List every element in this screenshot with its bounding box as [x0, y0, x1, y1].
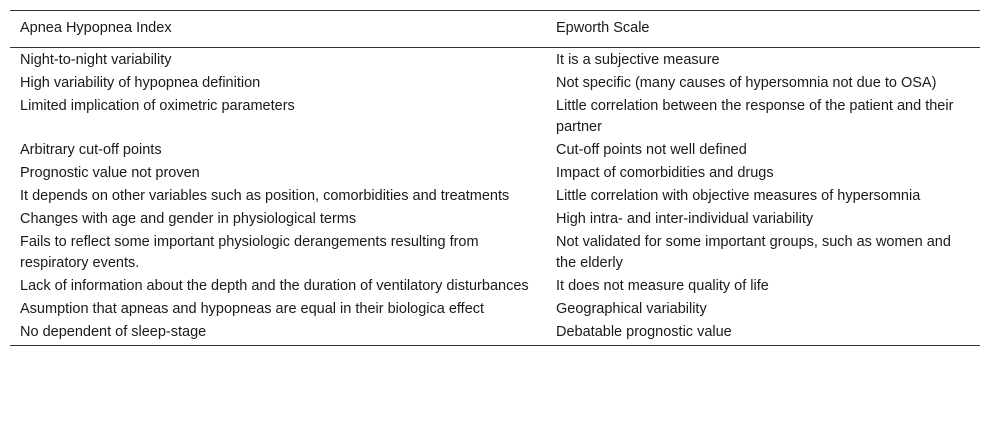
table-row	[10, 139, 980, 162]
epworth-cell: Not specific (many causes of hypersomnia not due to OSA)	[556, 75, 937, 91]
table-row	[10, 298, 980, 321]
table-row	[10, 48, 980, 73]
header-apnea-hypopnea-index: Apnea Hypopnea Index	[10, 11, 546, 48]
epworth-cell: Little correlation with objective measures of hypersomnia	[556, 188, 921, 204]
epworth-cell: Geographical variability	[556, 301, 707, 317]
epworth-cell: Cut-off points not well defined	[556, 142, 747, 158]
ahi-cell: Fails to reflect some important physiologic derangements resulting from respiratory events.	[20, 234, 479, 271]
epworth-cell: It does not measure quality of life	[556, 278, 769, 294]
ahi-cell: Changes with age and gender in physiological terms	[20, 211, 357, 227]
comparison-table-container	[10, 10, 980, 346]
ahi-cell: Limited implication of oximetric parameters	[20, 98, 295, 114]
header-epworth-scale: Epworth Scale	[546, 11, 980, 48]
table-row	[10, 185, 980, 208]
epworth-cell: Little correlation between the response of the patient and their partner	[556, 98, 954, 135]
table-row	[10, 275, 980, 298]
ahi-cell: High variability of hypopnea definition	[20, 75, 261, 91]
table-row	[10, 162, 980, 185]
comparison-table	[10, 10, 980, 346]
epworth-cell: It is a subjective measure	[556, 52, 720, 68]
ahi-cell: It depends on other variables such as position, comorbidities and treatments	[20, 188, 510, 204]
header-row	[10, 11, 980, 48]
ahi-cell: Arbitrary cut-off points	[20, 142, 162, 158]
epworth-cell: Impact of comorbidities and drugs	[556, 165, 774, 181]
table-row	[10, 72, 980, 95]
epworth-cell: Not validated for some important groups, such as women and the elderly	[556, 234, 951, 271]
ahi-cell: No dependent of sleep-stage	[10, 321, 546, 346]
table-row	[10, 208, 980, 231]
ahi-cell: Lack of information about the depth and the duration of ventilatory disturbances	[20, 278, 529, 294]
ahi-cell: Night-to-night variability	[20, 52, 172, 68]
table-body	[10, 48, 980, 346]
table-row	[10, 321, 980, 346]
table-header	[10, 11, 980, 48]
ahi-cell: Prognostic value not proven	[20, 165, 200, 181]
epworth-cell: High intra- and inter-individual variability	[556, 211, 814, 227]
epworth-cell: Debatable prognostic value	[546, 321, 980, 346]
table-row	[10, 231, 980, 275]
table-row	[10, 95, 980, 139]
ahi-cell: Asumption that apneas and hypopneas are equal in their biologica effect	[20, 301, 485, 317]
